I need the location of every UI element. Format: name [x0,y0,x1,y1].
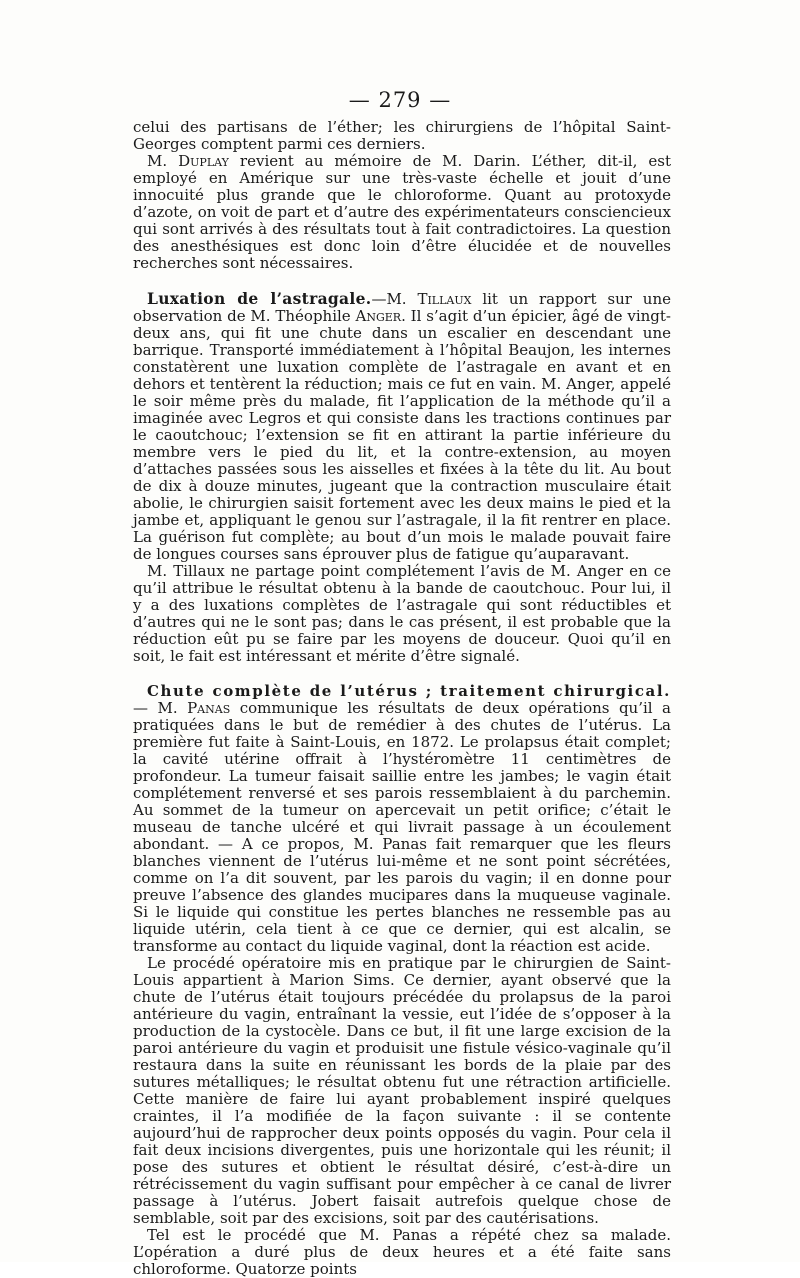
author-tillaux: Tillaux [417,290,472,308]
section-heading-chute-uterus: Chute complète de l’utérus ; traitement chirurgical. [147,682,671,700]
paragraph-chute-text: communique les résultats de deux opérations qu’il a pratiquées dans le but de remédier à des chutes de l’utérus. La première fut faite à Saint-Louis, en 1872. Le prolapsus était complet; la cavité utérine offrait à l’hystéromètre 11 centimètres de profondeur. La tumeur faisait saillie entre les jambes; le vagin était complétement renversé et ses parois ressemblaient à du parchemin. Au sommet de la tumeur on apercevait un petit orifice; c’était le museau de tanche ulcéré et qui livrait passage à un écoulement abondant. — A ce propos, M. Panas fait remarquer que les fleurs blanches viennent de l’utérus lui-même et ne sont point sécrétées, comme on l’a dit souvent, par les parois du vagin; il en donne pour preuve l’absence des glandes mucipares dans la muqueuse vaginale. Si le liquide qui constitue les pertes blanches ne ressemble pas au liquide utérin, cela tient à ce que ce dernier, qui est alcalin, se transforme au contact du liquide vaginal, dont la réaction est acide. [133,699,671,955]
page-number: — 279 — [348,88,452,112]
paragraph-duplay-text: revient au mémoire de M. Darin. L’éther, dit-il, est employé en Amérique sur une très-vaste échelle et jouit d’une innocuité plus grande que le chloroforme. Quant au protoxyde d’azote, on voit de part et d’autre des expérimentateurs consciencieux qui sont arrivés à des résultats tout à fait contradictoires. La question des anesthésiques est donc loin d’être élucidée et de nouvelles recherches sont nécessaires. [133,152,671,272]
author-anger: Anger [355,307,402,325]
paragraph-tillaux-opinion: M. Tillaux ne partage point complétement l’avis de M. Anger en ce qu’il attribue le résultat obtenu à la bande de caoutchouc. Pour lui, il y a des luxations complètes de l’astragale qui sont réductibles et d’autres qui ne le sont pas; dans le cas présent, il est probable que la réduction eût pu se faire par les moyens de douceur. Quoi qu’il en soit, le fait est intéressant et mérite d’être signalé. [133,562,671,665]
paragraph-luxation-text: . Il s’agit d’un épicier, âgé de vingt-deux ans, qui fit une chute dans un escalier en descendant une barrique. Transporté immédiatement à l’hôpital Beaujon, les internes constatèrent une luxation complète de l’astragale en avant et en dehors et tentèrent la réduction; mais ce fut en vain. M. Anger, appelé le soir même près du malade, fit l’application de la méthode qu’il a imaginée avec Legros et qui consiste dans les tractions continues par le caoutchouc; l’extension se fit en attirant la partie inférieure du membre vers le pied du lit, et la contre-extension, au moyen d’attaches passées sous les aisselles et fixées à la tête du lit. Au bout de dix à douze minutes, jugeant que la contraction musculaire était abolie, le chirurgien saisit fortement avec les deux mains le pied et la jambe et, appliquant le genou sur l’astragale, il la fit rentrer en place. La guérison fut complète; au bout d’un mois le malade pouvait faire de longues courses sans éprouver plus de fatigue qu’auparavant. [133,307,671,563]
paragraph-procede-panas: Tel est le procédé que M. Panas a répété chez sa malade. L’opération a duré plus de deux heures et a été faite sans chloroforme. Quatorze points [133,1226,671,1278]
speaker-duplay: M. Duplay [147,152,229,170]
section-luxation-astragale: Luxation de l’astragale.—M. Tillaux lit un rapport sur une observation de M. Théophile Anger. Il s’agit d’un épicier, âgé de vingt-deux ans, qui fit une chute dans un escalier en descendant une barrique. Transporté immédiatement à l’hôpital Beaujon, les internes constatèrent une luxation complète de l’astragale en avant et en dehors et tentèrent la réduction; mais ce fut en vain. M. Anger, appelé le soir même près du malade, fit l’application de la méthode qu’il a imaginée avec Legros et qui consiste dans les tractions continues par le caoutchouc; l’extension se fit en attirant la partie inférieure du membre vers le pied du lit, et la contre-extension, au moyen d’attaches passées sous les aisselles et fixées à la tête du lit. Au bout de dix à douze minutes, jugeant que la contraction musculaire était abolie, le chirurgien saisit fortement avec les deux mains le pied et la jambe et, appliquant le genou sur l’astragale, il la fit rentrer en place. La guérison fut complète; au bout d’un mois le malade pouvait faire de longues courses sans éprouver plus de fatigue qu’auparavant. [133,289,672,563]
paragraph-duplay [133,153,671,272]
author-panas: Panas [187,699,231,717]
section-heading-luxation: Luxation de l’astragale. [147,289,372,308]
section-chute-uterus: Chute complète de l’utérus ; traitement chirurgical. — M. Panas communique les résultats de deux opérations qu’il a pratiquées dans le but de remédier à des chutes de l’utérus. La première fut faite à Saint-Louis, en 1872. Le prolapsus était complet; la cavité utérine offrait à l’hystéromètre 11 centimètres de profondeur. La tumeur faisait saillie entre les jambes; le vagin était complétement renversé et ses parois ressemblaient à du parchemin. Au sommet de la tumeur on apercevait un petit orifice; c’était le museau de tanche ulcéré et qui livrait passage à un écoulement abondant. — A ce propos, M. Panas fait remarquer que les fleurs blanches viennent de l’utérus lui-même et ne sont point sécrétées, comme on l’a dit souvent, par les parois du vagin; il en donne pour preuve l’absence des glandes mucipares dans la muqueuse vaginale. Si le liquide qui constitue les pertes blanches ne ressemble pas au liquide utérin, cela tient à ce que ce dernier, qui est alcalin, se transforme au contact du liquide vaginal, dont la réaction est acide. [133,682,671,955]
body-text [133,119,671,1278]
paragraph-procede-operatoire: Le procédé opératoire mis en pratique par le chirurgien de Saint-Louis appartient à Marion Sims. Ce dernier, ayant observé que la chute de l’utérus était toujours précédée du prolapsus de la paroi antérieure du vagin, entraînant la vessie, eut l’idée de s’opposer à la production de la cystocèle. Dans ce but, il fit une large excision de la paroi antérieure du vagin et produisit une fistule vésico-vaginale qu’il restaura dans la suite en réunissant les bords de la plaie par des sutures métalliques; le résultat obtenu fut une rétraction artificielle. Cette manière de faire lui ayant probablement inspiré quelques craintes, il l’a modifiée de la façon suivante : il se contente aujourd’hui de rapprocher deux points opposés du vagin. Pour cela il fait deux incisions divergentes, puis une horizontale qui les réunit; il pose des sutures et obtient le résultat désiré, c’est-à-dire un rétrécissement du vagin suffisant pour empêcher à ce canal de livrer passage à l’utérus. Jobert faisait autrefois quelque chose de semblable, soit par des excisions, soit par des cautérisations. [133,954,671,1227]
paragraph-ether-continuation: celui des partisans de l’éther; les chirurgiens de l’hôpital Saint-Georges comptent parmi ces derniers. [133,118,671,153]
